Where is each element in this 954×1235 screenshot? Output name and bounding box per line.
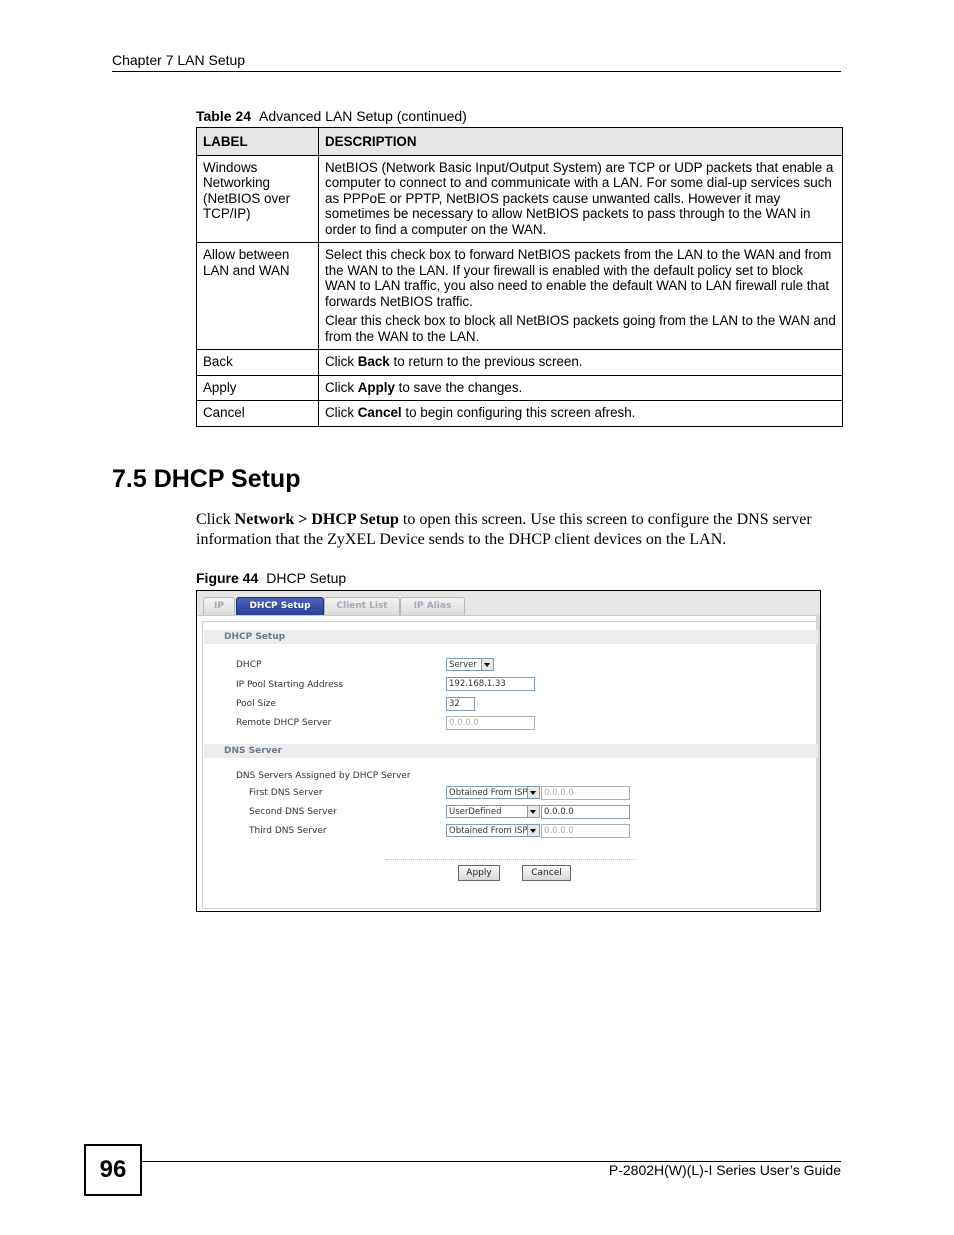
figure-text: DHCP Setup: [266, 570, 347, 586]
dns-assigned-label: DNS Servers Assigned by DHCP Server: [236, 771, 411, 781]
third-dns-mode-value: Obtained From ISP: [449, 826, 528, 836]
table-caption: [196, 108, 467, 124]
second-dns-label: Second DNS Server: [249, 807, 337, 817]
figure-caption: [196, 570, 346, 586]
remote-dhcp-label: Remote DHCP Server: [236, 718, 332, 728]
divider: [386, 859, 636, 860]
para-post: to open this screen. Use this screen to configure the DNS server information that the ZyXEL Device sends to the DHCP client devices on the LAN.: [196, 511, 812, 548]
row-description-text: NetBIOS (Network Basic Input/Output System) are TCP or UDP packets that enable a computer to connect to and communicate with a LAN. For some dial-up services such as PPPoE or PPTP, NetBIOS packets cause unwanted calls. However it may sometimes be necessary to allow NetBIOS packets to pass through to the WAN in order to find a computer on the WAN.: [325, 159, 834, 237]
desc-post: to return to the previous screen.: [389, 354, 583, 369]
header-rule: [112, 71, 841, 72]
chevron-down-icon: [527, 787, 539, 798]
table-caption-label: Table 24: [196, 108, 251, 124]
dhcp-select-value: Server: [449, 660, 477, 670]
table-row: [197, 155, 843, 243]
row-label: Back: [197, 350, 319, 376]
table-row: [197, 401, 843, 427]
desc-pre: Click: [325, 354, 358, 369]
dhcp-setup-band-label: DHCP Setup: [224, 632, 286, 642]
row-description-text: Select this check box to forward NetBIOS packets from the LAN to the WAN and from the WAN to the LAN. If your firewall is enabled with the default policy set to block WAN to LAN traffic, you also need to enable the default WAN to LAN firewall rule that forwards NetBIOS traffic.: [325, 247, 832, 309]
apply-button[interactable]: Apply: [458, 865, 500, 881]
row-description: [319, 375, 843, 401]
col-description-header: DESCRIPTION: [319, 128, 843, 156]
para-pre: Click: [196, 511, 235, 528]
desc-pre: Click: [325, 379, 358, 395]
first-dns-mode-select[interactable]: [446, 786, 540, 799]
para-bold: Network > DHCP Setup: [234, 511, 399, 528]
figure-label: Figure 44: [196, 570, 259, 586]
tab-ip-alias[interactable]: IP Alias: [400, 597, 465, 615]
row-label: Cancel: [197, 401, 319, 427]
chevron-down-icon: [527, 806, 539, 817]
third-dns-mode-select[interactable]: [446, 824, 540, 837]
second-dns-ip-input[interactable]: 0.0.0.0: [541, 805, 630, 819]
row-description-text-2: Clear this check box to block all NetBIOS packets going from the LAN to the WAN and from the WAN to the LAN.: [325, 313, 836, 344]
dhcp-setup-screenshot: [196, 590, 821, 912]
row-label: Apply: [197, 375, 319, 401]
dns-server-band: [204, 744, 818, 758]
dhcp-select[interactable]: [446, 658, 494, 671]
dns-server-band-label: DNS Server: [224, 746, 283, 756]
section-paragraph: [196, 510, 836, 550]
desc-bold: Back: [357, 354, 390, 369]
third-dns-label: Third DNS Server: [249, 826, 327, 836]
chevron-down-icon: [481, 659, 493, 670]
section-title: 7.5 DHCP Setup: [112, 465, 301, 493]
table-row: [197, 243, 843, 350]
content-panel: [202, 621, 817, 909]
second-dns-mode-select[interactable]: [446, 805, 540, 818]
table-row: [197, 350, 843, 376]
pool-start-input[interactable]: 192.168.1.33: [446, 677, 535, 691]
pool-size-input[interactable]: 32: [446, 697, 475, 711]
tab-dhcp-setup[interactable]: DHCP Setup: [236, 597, 324, 615]
dhcp-setup-band: [204, 630, 818, 644]
desc-post: to begin configuring this screen afresh.: [401, 405, 636, 420]
desc-bold: Apply: [357, 379, 395, 395]
row-description: [319, 350, 843, 376]
table-row: [197, 375, 843, 401]
guide-title: P-2802H(W)(L)-I Series User’s Guide: [608, 1162, 841, 1178]
row-label: Allow between LAN and WAN: [197, 243, 319, 350]
page-number: 96: [84, 1144, 142, 1196]
desc-post: to save the changes.: [394, 379, 523, 395]
tab-ip[interactable]: IP: [203, 597, 235, 615]
cancel-button[interactable]: Cancel: [522, 865, 571, 881]
table-caption-text: Advanced LAN Setup (continued): [259, 108, 467, 124]
third-dns-ip-input[interactable]: 0.0.0.0: [541, 824, 630, 838]
second-dns-mode-value: UserDefined: [449, 807, 502, 817]
dhcp-label: DHCP: [236, 660, 262, 670]
pool-start-label: IP Pool Starting Address: [236, 680, 344, 690]
tab-bar: [197, 591, 820, 616]
remote-dhcp-input[interactable]: 0.0.0.0: [446, 716, 535, 730]
desc-pre: Click: [325, 405, 358, 420]
chevron-down-icon: [527, 825, 539, 836]
row-description: [319, 155, 843, 243]
row-description: [319, 243, 843, 350]
col-label-header: LABEL: [197, 128, 319, 156]
first-dns-mode-value: Obtained From ISP: [449, 788, 528, 798]
advanced-lan-table: [196, 127, 843, 427]
first-dns-ip-input[interactable]: 0.0.0.0: [541, 786, 630, 800]
chapter-header: Chapter 7 LAN Setup: [112, 52, 246, 68]
first-dns-label: First DNS Server: [249, 788, 323, 798]
pool-size-label: Pool Size: [236, 699, 276, 709]
row-label: Windows Networking (NetBIOS over TCP/IP): [197, 155, 319, 243]
desc-bold: Cancel: [357, 405, 402, 420]
row-description: [319, 401, 843, 427]
tab-client-list[interactable]: Client List: [324, 597, 400, 615]
table-header-row: [197, 128, 843, 156]
